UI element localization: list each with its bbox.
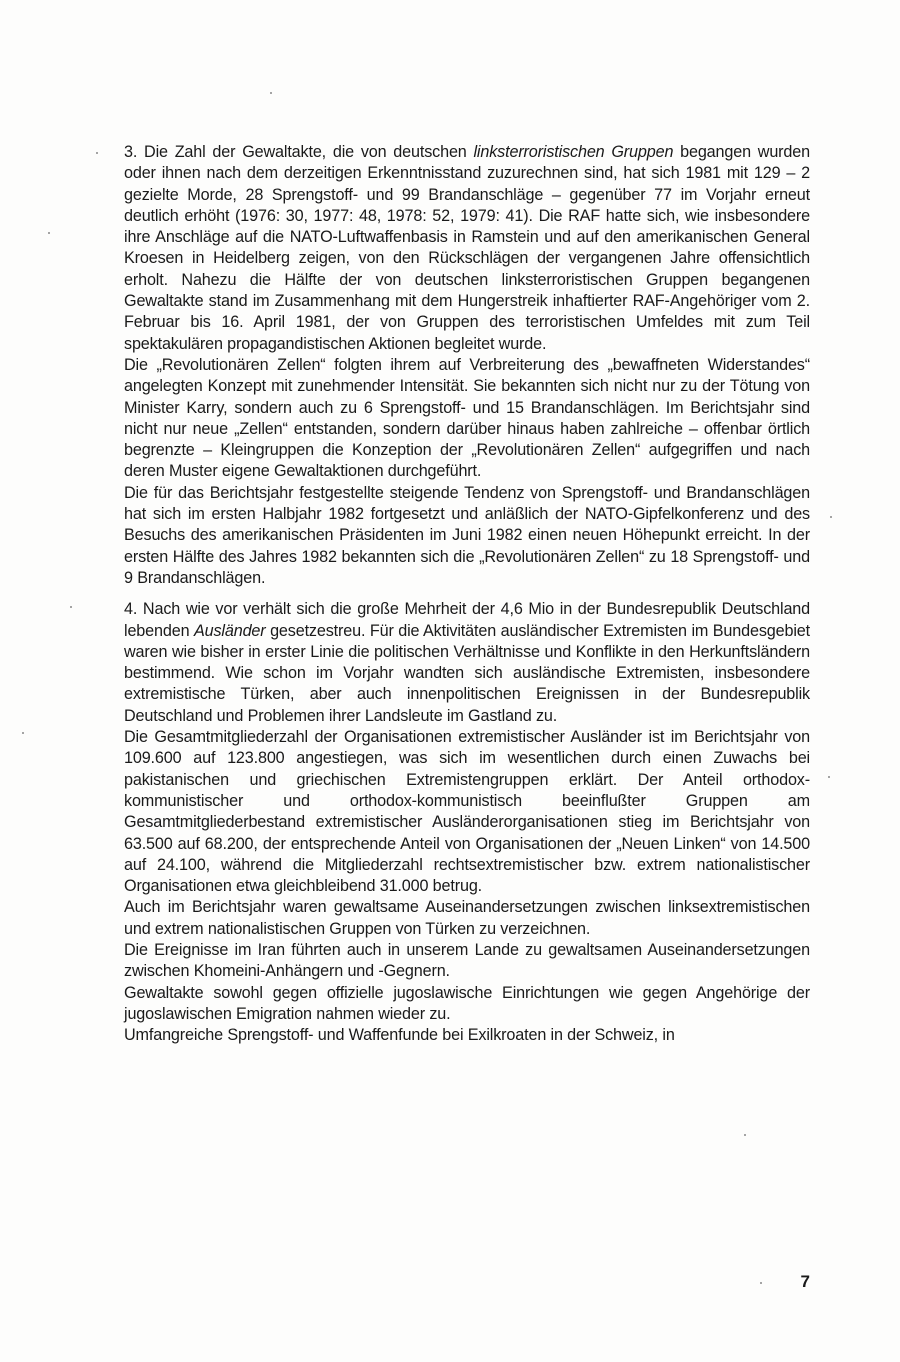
- section-4-paragraph-1: [124, 599, 810, 727]
- scan-speck: [48, 232, 50, 234]
- scan-speck: [70, 606, 72, 608]
- section-3-paragraph-2: Die „Revolutionären Zellen“ folgten ihrem auf Verbreiterung des „bewaffneten Widerstandes“ angelegten Konzept mit zunehmender Intensität. Sie bekannten sich nicht nur zu der Tötung von Minister Karry, sondern auch zu 6 Sprengstoff- und 15 Brandanschlägen. Im Berichtsjahr sind nicht nur neue „Zellen“ entstanden, sondern darüber hinaus haben zahlreiche – offenbar örtlich begrenzte – Kleingruppen die Konzeption der „Revolutionären Zellen“ aufgegriffen und nach deren Muster eigene Gewaltaktionen durchgeführt.: [124, 355, 810, 481]
- section-3-body: begangen wurden oder ihnen nach dem derzeitigen Erkenntnisstand zuzurechnen sind, hat sich 1981 mit 129 – 2 gezielte Morde, 28 Sprengstoff- und 99 Brandanschläge – gegenüber 77 im Vorjahr erneut deutlich erhöht (1976: 30, 1977: 48, 1978: 52, 1979: 41). Die RAF hatte sich, wie insbesondere ihre Anschläge auf die NATO-Luftwaffenbasis in Ramstein und auf den amerikanischen General Kroesen in Heidelberg zeigen, von den Rückschlägen der vergangenen Jahre offensichtlich erholt. Nahezu die Hälfte der von deutschen linksterroristischen Gruppen begangenen Gewaltakte stand im Zusammenhang mit dem Hungerstreik inhaftierter RAF-Angehöriger vom 2. Februar bis 16. April 1981, der von Gruppen des terroristischen Umfeldes mit zum Teil spektakulären propagandistischen Aktionen begleitet wurde.: [124, 143, 810, 353]
- scan-speck: [828, 776, 830, 778]
- section-4-paragraph-5: Gewaltakte sowohl gegen offizielle jugoslawische Einrichtungen wie gegen Angehörige der jugoslawischen Emigration nahmen wieder zu.: [124, 983, 810, 1023]
- section-4-paragraph-4: Die Ereignisse im Iran führten auch in unserem Lande zu gewaltsamen Auseinandersetzungen zwischen Khomeini-Anhängern und -Gegnern.: [124, 940, 810, 981]
- scan-speck: [760, 1282, 762, 1284]
- section-3-paragraph-1: [124, 142, 810, 355]
- page-number: 7: [800, 1272, 810, 1291]
- scan-speck: [270, 92, 272, 94]
- section-3-paragraph-3: Die für das Berichtsjahr festgestellte steigende Tendenz von Sprengstoff- und Brandanschlägen hat sich im ersten Halbjahr 1982 fortgesetzt und anläßlich der NATO-Gipfelkonferenz und des Besuchs des amerikanischen Präsidenten im Juni 1982 einen neuen Höhepunkt erreicht. In der ersten Hälfte des Jahres 1982 bekannten sich die „Revolutionären Zellen“ zu 18 Sprengstoff- und 9 Brandanschlägen.: [124, 483, 810, 587]
- scan-speck: [830, 516, 832, 518]
- section-4-paragraph-2: Die Gesamtmitgliederzahl der Organisationen extremistischer Ausländer ist im Berichtsjahr von 109.600 auf 123.800 angestiegen, was sich im wesentlichen durch einen Zuwachs bei pakistanischen und griechischen Extremistengruppen erklärt. Der Anteil orthodox-kommunistischer und orthodox-kommunistisch beeinflußter Gruppen am Gesamtmitgliederbestand extremistischer Ausländerorganisationen stieg im Berichtsjahr von 63.500 auf 68.200, der entsprechende Anteil von Organisationen der „Neuen Linken“ von 14.500 auf 24.100, während die Mitgliederzahl rechtsextremistischer bzw. extrem nationalistischer Organisationen etwa gleichbleibend 31.000 betrug.: [124, 728, 810, 896]
- section-4-intro: 4. Nach wie vor verhält sich die große Mehrheit der 4,6 Mio in der Bundesrepublik Deutschland lebenden: [124, 600, 810, 640]
- section-3-emphasis: linksterroristischen Gruppen: [473, 143, 674, 161]
- scan-speck: [744, 1134, 746, 1136]
- section-4-body: gesetzestreu. Für die Aktivitäten ausländischer Extremisten im Bundesgebiet waren wie bisher in erster Linie die politischen Verhältnisse und Konflikte in den Herkunftsländern bestimmend. Wie schon im Vorjahr wandten sich ausländische Extremisten, insbesondere extremistische Türken, aber auch innenpolitischen Ereignissen in der Bundesrepublik Deutschland und Problemen ihrer Landsleute im Gastland zu.: [124, 621, 810, 725]
- section-4-emphasis: Ausländer: [193, 621, 266, 640]
- section-4-paragraph-3: Auch im Berichtsjahr waren gewaltsame Auseinandersetzungen zwischen linksextremistischen und extrem nationalistischen Gruppen von Türken zu verzeichnen.: [124, 898, 810, 938]
- section-4-paragraph-6: Umfangreiche Sprengstoff- und Waffenfunde bei Exilkroaten in der Schweiz, in: [124, 1026, 675, 1045]
- scan-speck: [96, 152, 98, 154]
- body-text: [124, 142, 810, 1046]
- scan-speck: [22, 732, 24, 734]
- section-3-intro: 3. Die Zahl der Gewaltakte, die von deutschen: [124, 143, 474, 161]
